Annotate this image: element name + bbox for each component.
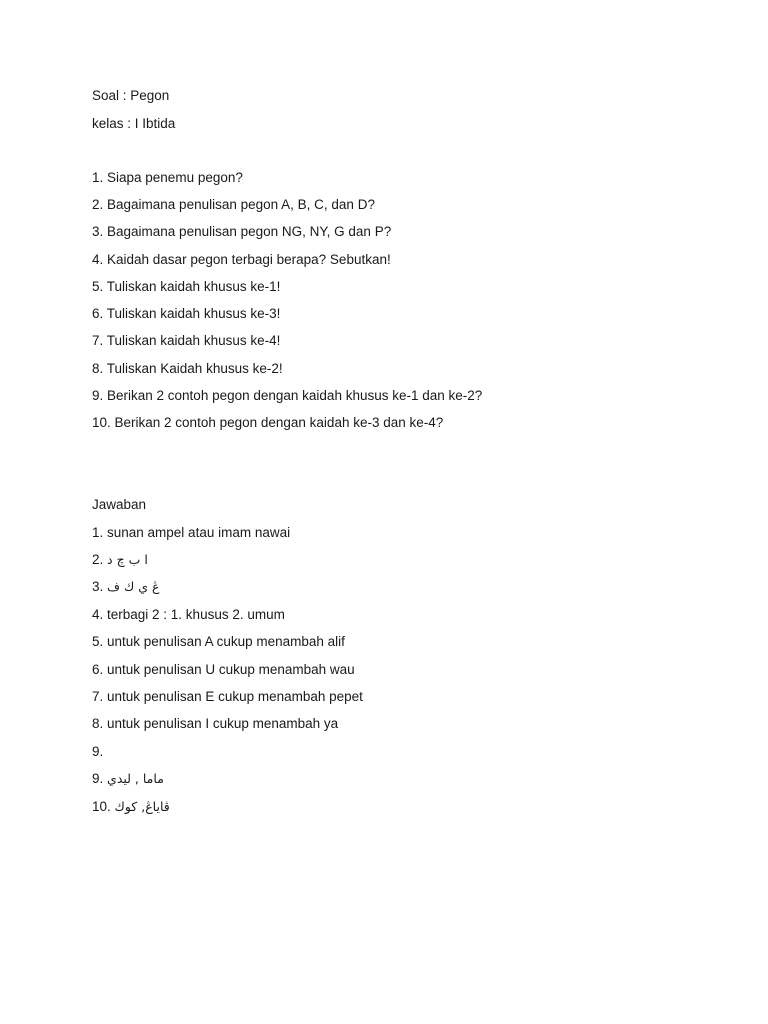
question-8: 8. Tuliskan Kaidah khusus ke-2!: [92, 361, 283, 376]
answer-8: 8. untuk penulisan I cukup menambah ya: [92, 716, 339, 731]
answer-2-arabic: ا ب چ د: [107, 552, 148, 567]
answer-9-arabic: ماما , ليدي: [107, 771, 164, 786]
kelas-label: kelas : I Ibtida: [92, 116, 176, 131]
answer-5: 5. untuk penulisan A cukup menambah alif: [92, 634, 345, 649]
question-6: 6. Tuliskan kaidah khusus ke-3!: [92, 306, 281, 321]
answer-7: 7. untuk penulisan E cukup menambah pepet: [92, 689, 363, 704]
answer-2: [92, 551, 148, 569]
answer-10-number: 10.: [92, 799, 111, 814]
answer-9-examples: [92, 770, 164, 788]
question-3: 3. Bagaimana penulisan pegon NG, NY, G dan P?: [92, 224, 392, 239]
answer-10: [92, 798, 170, 816]
question-4: 4. Kaidah dasar pegon terbagi berapa? Sebutkan!: [92, 252, 391, 267]
answer-3-arabic: ڠ ي ك ف: [107, 579, 160, 594]
answer-10-arabic: ڤاياڠ, كوك: [114, 799, 170, 814]
answer-3: [92, 578, 159, 596]
question-10: 10. Berikan 2 contoh pegon dengan kaidah ke-3 dan ke-4?: [92, 415, 444, 430]
answer-2-number: 2.: [92, 552, 104, 567]
answer-9: 9.: [92, 744, 104, 759]
question-1: 1. Siapa penemu pegon?: [92, 170, 243, 185]
soal-title: Soal : Pegon: [92, 88, 170, 103]
answer-4: 4. terbagi 2 : 1. khusus 2. umum: [92, 607, 285, 622]
question-5: 5. Tuliskan kaidah khusus ke-1!: [92, 279, 281, 294]
answer-1: 1. sunan ampel atau imam nawai: [92, 525, 291, 540]
answer-6: 6. untuk penulisan U cukup menambah wau: [92, 662, 355, 677]
question-7: 7. Tuliskan kaidah khusus ke-4!: [92, 333, 281, 348]
answer-3-number: 3.: [92, 579, 104, 594]
question-2: 2. Bagaimana penulisan pegon A, B, C, dan D?: [92, 197, 375, 212]
question-9: 9. Berikan 2 contoh pegon dengan kaidah khusus ke-1 dan ke-2?: [92, 388, 483, 403]
answers-title: Jawaban: [92, 497, 147, 512]
answer-9-number: 9.: [92, 771, 104, 786]
